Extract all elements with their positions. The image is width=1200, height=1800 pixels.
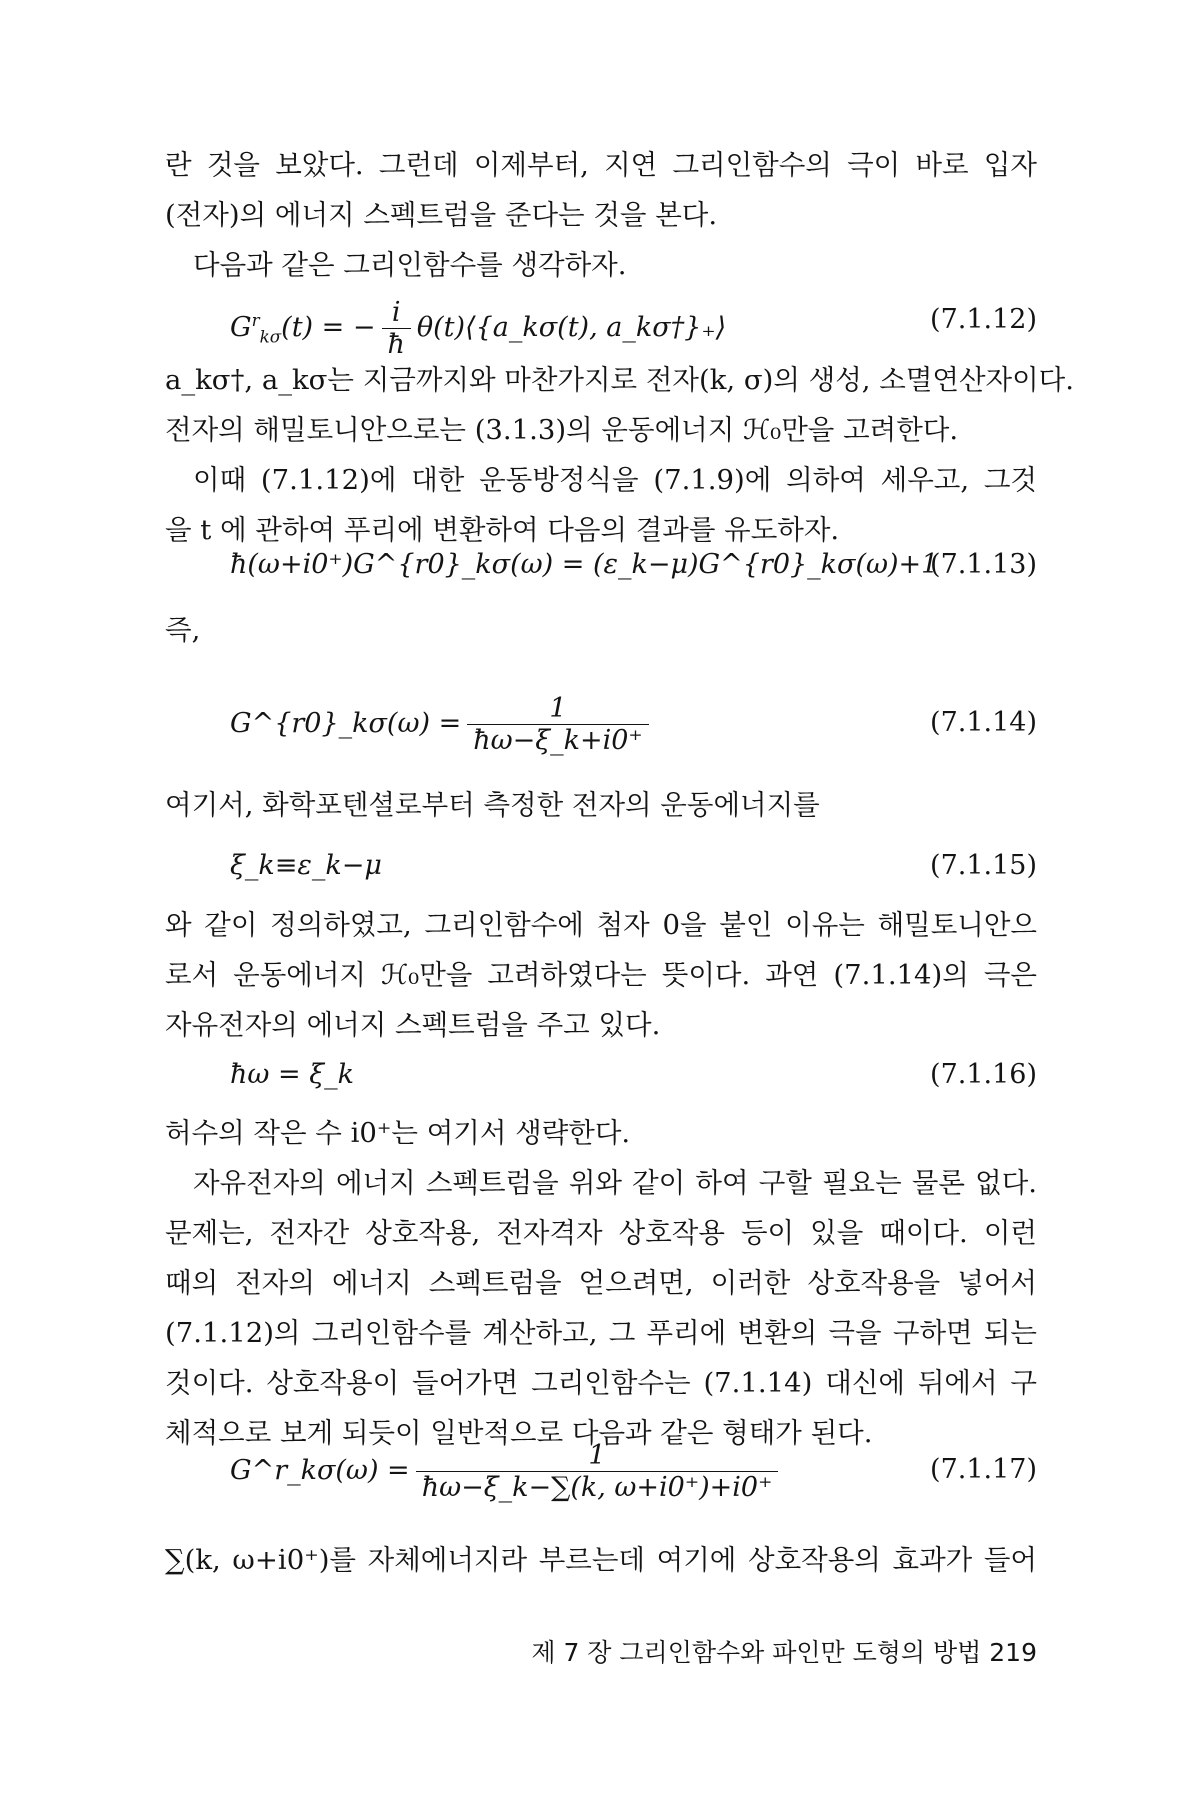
equation-7-1-17 xyxy=(230,1440,1037,1504)
equation-body xyxy=(230,1440,784,1504)
text-line: 즉, xyxy=(165,614,201,646)
text-line: 이때 (7.1.12)에 대한 운동방정식을 (7.1.9)에 의하여 세우고, 그것 xyxy=(193,464,1037,496)
eq-sup: r xyxy=(251,310,260,330)
text-line: 자유전자의 에너지 스펙트럼을 위와 같이 하여 구할 필요는 물론 없다. xyxy=(193,1167,1037,1199)
text-line: 것이다. 상호작용이 들어가면 그리인함수는 (7.1.14) 대신에 뒤에서 구 xyxy=(165,1367,1037,1399)
eq-lhs: G xyxy=(230,312,252,343)
eq-arg: (t) = − xyxy=(281,312,376,343)
equation-number: (7.1.14) xyxy=(930,707,1037,738)
paragraph-jeuk xyxy=(165,605,1037,655)
text-line: 때의 전자의 에너지 스펙트럼을 얻으려면, 이러한 상호작용을 넣어서 xyxy=(165,1267,1037,1299)
text-line: 로서 운동에너지 ℋ₀만을 고려하였다는 뜻이다. 과연 (7.1.14)의 극은 xyxy=(165,959,1037,991)
text-line: 다음과 같은 그리인함수를 생각하자. xyxy=(193,249,627,281)
equation-number: (7.1.15) xyxy=(930,850,1037,881)
paragraph-operators xyxy=(165,355,1074,555)
fraction xyxy=(382,297,411,360)
fraction xyxy=(416,1440,779,1503)
text-line: 문제는, 전자간 상호작용, 전자격자 상호작용 등이 있을 때이다. 이런 xyxy=(165,1217,1037,1249)
text-line: 전자의 해밀토니안으로는 (3.1.3)의 운동에너지 ℋ₀만을 고려한다. xyxy=(165,414,959,446)
text-line: (전자)의 에너지 스펙트럼을 준다는 것을 본다. xyxy=(165,199,718,231)
text-line: (7.1.12)의 그리인함수를 계산하고, 그 푸리에 변환의 극을 구하면 되는 xyxy=(165,1317,1037,1349)
eq-lhs: G^r_kσ(ω) = xyxy=(230,1455,410,1487)
fraction-denominator: ħω−ξ_k−∑(k, ω+i0⁺)+i0⁺ xyxy=(416,1471,779,1503)
equation-body xyxy=(230,693,655,757)
equation-body: ξ_k≡ε_k−μ xyxy=(230,850,382,881)
eq-sub: kσ xyxy=(259,326,282,347)
equation-7-1-12 xyxy=(230,290,1037,360)
paragraph-here xyxy=(165,780,1037,830)
text-line: 체적으로 보게 되듯이 일반적으로 다음과 같은 형태가 된다. xyxy=(165,1417,873,1449)
paragraph-intro xyxy=(165,140,1037,290)
text-line: a_kσ†, a_kσ는 지금까지와 마찬가지로 전자(k, σ)의 생성, 소멸연산자이다. xyxy=(165,364,1074,396)
equation-7-1-13 xyxy=(230,535,1037,595)
text-line: 자유전자의 에너지 스펙트럼을 주고 있다. xyxy=(165,1009,661,1041)
equation-7-1-14 xyxy=(230,693,1037,757)
paragraph-definition xyxy=(165,900,1037,1050)
equation-number: (7.1.12) xyxy=(930,304,1037,335)
fraction-numerator: 1 xyxy=(549,693,567,724)
running-footer: 제 7 장 그리인함수와 파인만 도형의 방법 219 xyxy=(531,1638,1037,1667)
equation-body xyxy=(230,290,727,360)
text-line: 여기서, 화학포텐셜로부터 측정한 전자의 운동에너지를 xyxy=(165,789,820,821)
paragraph-self-energy xyxy=(165,1535,1037,1585)
text-line: 란 것을 보았다. 그런데 이제부터, 지연 그리인함수의 극이 바로 입자 xyxy=(165,149,1037,181)
paragraph-interaction xyxy=(165,1108,1037,1458)
text-line: 와 같이 정의하였고, 그리인함수에 첨자 0을 붙인 이유는 해밀토니안으 xyxy=(165,909,1037,941)
equation-number: (7.1.13) xyxy=(930,549,1037,580)
equation-number: (7.1.17) xyxy=(930,1454,1037,1485)
equation-7-1-15 xyxy=(230,836,1037,896)
fraction-numerator: 1 xyxy=(588,1440,606,1471)
text-line: ∑(k, ω+i0⁺)를 자체에너지라 부르는데 여기에 상호작용의 효과가 들어 xyxy=(165,1544,1037,1576)
fraction xyxy=(467,693,648,756)
equation-body: ħ(ω+i0⁺)G^{r0}_kσ(ω) = (ε_k−μ)G^{r0}_kσ(ω)+1 xyxy=(230,549,939,580)
fraction-numerator: i xyxy=(391,296,401,328)
eq-lhs: G^{r0}_kσ(ω) = xyxy=(230,708,462,740)
eq-rhs: θ(t)⟨{a_kσ(t), a_kσ†}₊⟩ xyxy=(416,312,727,343)
fraction-denominator: ħ xyxy=(382,328,411,360)
text-line: 허수의 작은 수 i0⁺는 여기서 생략한다. xyxy=(165,1117,631,1149)
equation-number: (7.1.16) xyxy=(930,1059,1037,1090)
equation-7-1-16 xyxy=(230,1045,1037,1105)
text-line: 을 t 에 관하여 푸리에 변환하여 다음의 결과를 유도하자. xyxy=(165,514,840,546)
fraction-denominator: ħω−ξ_k+i0⁺ xyxy=(467,724,648,756)
equation-body: ħω = ξ_k xyxy=(230,1059,354,1090)
